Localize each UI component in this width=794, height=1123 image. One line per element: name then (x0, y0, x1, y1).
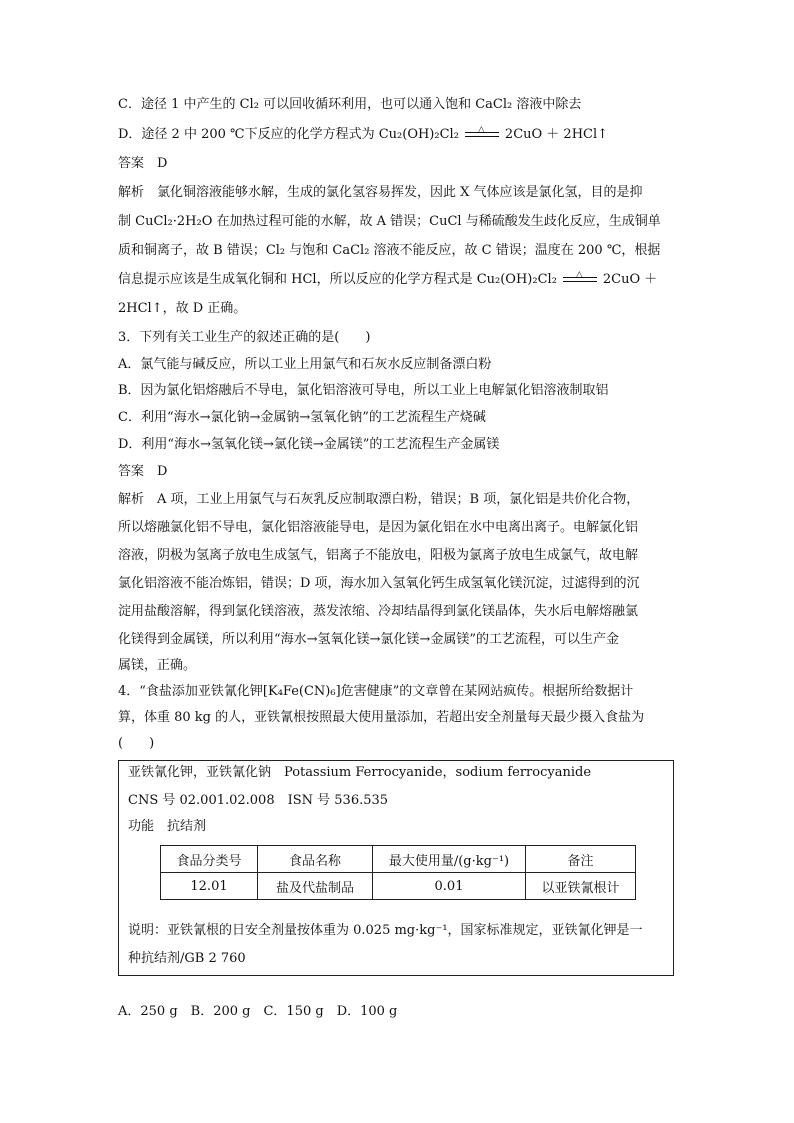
info-box (118, 760, 674, 976)
box-note-line: 种抗结剂/GB 2 760 (128, 951, 246, 966)
option-c-route1: C．途径 1 中产生的 Cl₂ 可以回收循环利用，也可以通入饱和 CaCl₂ 溶液中除去 (118, 97, 582, 112)
table-cell: 以亚铁氰根计 (526, 873, 636, 900)
explanation-q2-line: 2HCl↑，故 D 正确。 (118, 301, 247, 316)
explanation-equation-text: 信息提示应该是生成氧化铜和 HCl，所以反应的化学方程式是 Cu₂(OH)₂Cl₂ (118, 272, 557, 287)
explanation-q2-line: 质和铜离子，故 B 错误；Cl₂ 与饱和 CaCl₂ 溶液不能反应，故 C 错误；温度在 200 ℃，根据 (118, 243, 661, 258)
box-cns-line: CNS 号 02.001.02.008 ISN 号 536.535 (128, 793, 389, 808)
explanation-q3-line: 淀用盐酸溶解，得到氯化镁溶液，蒸发浓缩、冷却结晶得到氯化镁晶体，失水后电解熔融氯 (118, 604, 639, 619)
table-header: 食品分类号 (161, 846, 258, 873)
delta-icon: △ (477, 124, 485, 135)
explanation-q3-line: 氯化铝溶液不能冶炼铝，错误；D 项，海水加入氢氧化钙生成氢氧化镁沉淀，过滤得到的沉 (118, 576, 640, 591)
box-function-line: 功能 抗结剂 (128, 819, 207, 834)
explanation-q3-line: 溶液，阴极为氢离子放电生成氢气，铝离子不能放电，阳极为氯离子放电生成氯气，故电解 (118, 548, 639, 563)
answer-q2: 答案 D (118, 156, 168, 171)
table-header: 最大使用量/(g·kg⁻¹) (373, 846, 526, 873)
table-header-row (161, 846, 636, 873)
table-header: 食品名称 (258, 846, 373, 873)
explanation-equation-products: 2CuO ＋ (602, 272, 658, 287)
table-cell: 0.01 (373, 873, 526, 900)
option-d-text: D．途径 2 中 200 ℃下反应的化学方程式为 Cu₂(OH)₂Cl₂ (118, 127, 459, 142)
table-cell: 12.01 (161, 873, 258, 900)
explanation-q2-line: 制 CuCl₂·2H₂O 在加热过程可能的水解，故 A 错误；CuCl 与稀硫酸发生歧化反应，生成铜单 (118, 214, 661, 229)
question-4-stem: 4．“食盐添加亚铁氰化钾[K₄Fe(CN)₆]危害健康”的文章曾在某网站疯传。根据所给数据计 (118, 684, 634, 699)
table-header: 备注 (526, 846, 636, 873)
table-cell: 盐及代盐制品 (258, 873, 373, 900)
explanation-q3-line: 化镁得到金属镁，所以利用“海水→氢氧化镁→氯化镁→金属镁”的工艺流程，可以生产金 (118, 632, 619, 647)
explanation-q3-line: 属镁，正确。 (118, 658, 197, 673)
question-3-option-d: D．利用“海水→氢氧化镁→氯化镁→金属镁”的工艺流程生产金属镁 (118, 437, 500, 452)
question-4-stem: 算，体重 80 kg 的人，亚铁氰根按照最大使用量添加，若超出安全剂量每天最少摄入食盐为 (118, 710, 645, 725)
option-d-products: 2CuO ＋ 2HCl↑ (504, 127, 609, 142)
explanation-q3-line: 解析 A 项，工业上用氯气与石灰乳反应制取漂白粉，错误；B 项，氯化铝是共价化合物， (118, 492, 640, 507)
answer-q3: 答案 D (118, 464, 168, 479)
explanation-q3-line: 所以熔融氯化铝不导电，氯化铝溶液能导电，是因为氯化铝在水中电离出离子。电解氯化铝 (118, 520, 639, 535)
option-d-route2 (118, 125, 608, 145)
heating-equals-sign (465, 124, 499, 142)
question-4-options: A．250 g B．200 g C．150 g D．100 g (118, 1004, 398, 1019)
question-3-option-c: C．利用“海水→氯化钠→金属钠→氢氧化钠”的工艺流程生产烧碱 (118, 410, 486, 425)
usage-table (160, 845, 636, 900)
table-row (161, 873, 636, 900)
delta-icon: △ (575, 269, 583, 280)
question-4-blank: ( ) (118, 736, 155, 751)
heating-equals-sign (563, 269, 597, 287)
box-note-line: 说明：亚铁氰根的日安全剂量按体重为 0.025 mg·kg⁻¹，国家标准规定，亚铁氰化钾是一 (128, 923, 643, 938)
question-3-stem: 3．下列有关工业生产的叙述正确的是( ) (118, 330, 371, 345)
explanation-q2-line (118, 270, 657, 290)
box-name-line: 亚铁氰化钾，亚铁氰化钠 Potassium Ferrocyanide，sodium ferrocyanide (128, 765, 592, 780)
question-3-option-a: A．氯气能与碱反应，所以工业上用氯气和石灰水反应制备漂白粉 (118, 357, 492, 372)
question-3-option-b: B．因为氯化铝熔融后不导电，氯化铝溶液可导电，所以工业上电解氯化铝溶液制取铝 (118, 383, 609, 398)
explanation-q2-line: 解析 氯化铜溶液能够水解，生成的氯化氢容易挥发，因此 X 气体应该是氯化氢，目的是抑 (118, 185, 643, 200)
